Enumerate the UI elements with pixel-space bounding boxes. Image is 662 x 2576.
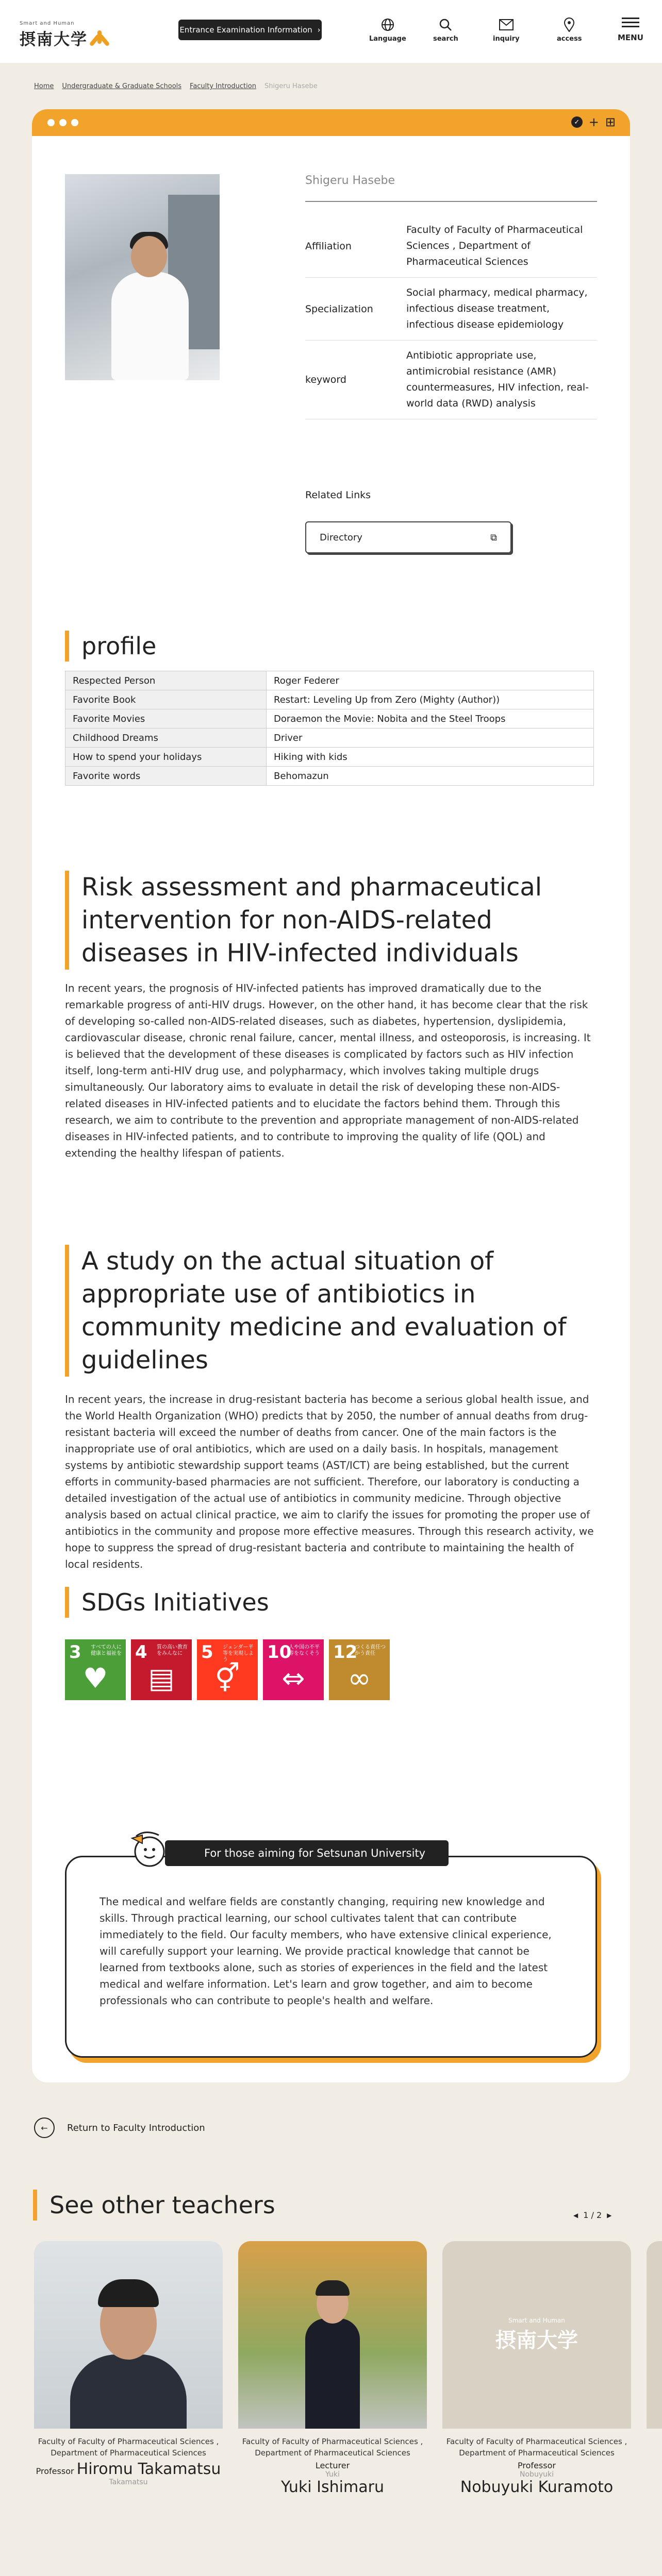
info-row-affiliation: Affiliation Faculty of Faculty of Pharmaceutical Sciences , Department of Pharmaceutical Sciences bbox=[305, 215, 597, 278]
sdg-goal-10: 10 人や国の不平等をなくそう ⇔ bbox=[263, 1639, 324, 1700]
heart-pulse-icon: ♥ bbox=[82, 1662, 108, 1694]
nav-inquiry[interactable]: inquiry bbox=[493, 18, 520, 43]
other-teachers-heading: See other teachers bbox=[33, 2190, 275, 2221]
site-logo[interactable] bbox=[20, 21, 108, 49]
research-2-body: In recent years, the increase in drug-resistant bacteria has become a serious global health issue, and the World Health Organization (WHO) predicts that by 2050, the number of annual deaths from drug-resistant bacteria will exceed the number of deaths from cancer. One of the main factors is the inappropriate use of oral antibiotics, which are used on a daily basis. In hospitals, management systems by antibiotic stewardship support teams (AST/ICT) are being established, but the current efforts in community-based pharmacies are not sufficient. Therefore, our laboratory is conducting a detailed investigation of the actual use of antibiotics in community medicine. Through objective analysis based on actual clinical practice, we aim to clarify the issues for promoting the proper use of antibiotics in the community and propose more effective measures. Through this research activity, we hope to suppress the spread of drug-resistant bacteria and contribute to maintaining the health of local residents. bbox=[65, 1393, 594, 1570]
faculty-name: Shigeru Hasebe bbox=[305, 174, 395, 187]
check-icon: ✓ bbox=[571, 116, 583, 128]
teacher-card[interactable]: Smart and Human 摂南大学 Faculty of Faculty of Pharmaceutical Sciences , Department of Pharmaceutical Sciences Professor Nobuyuki Nobuyuki Kuramoto bbox=[442, 2241, 631, 2496]
faculty-info-table bbox=[305, 215, 597, 419]
breadcrumb-schools[interactable]: Undergraduate & Graduate Schools bbox=[62, 82, 182, 90]
arrow-left-icon: ← bbox=[34, 2117, 55, 2138]
gender-icon: ⚥ bbox=[214, 1662, 240, 1694]
sdg-goal-3: 3 すべての人に健康と福祉を ♥ bbox=[65, 1639, 126, 1700]
plus-icon: + bbox=[588, 115, 599, 129]
equality-icon: ⇔ bbox=[282, 1662, 305, 1694]
logo-wordmark: 摂南大学 bbox=[20, 30, 88, 49]
sdg-goal-4: 4 質の高い教育をみんなに ▤ bbox=[131, 1639, 192, 1700]
book-icon: ▤ bbox=[148, 1662, 175, 1694]
site-header bbox=[0, 0, 662, 63]
mail-icon bbox=[499, 18, 514, 32]
return-link[interactable]: ← Return to Faculty Introduction bbox=[34, 2117, 205, 2138]
teacher-card[interactable]: Faculty of Faculty of Pharmaceutical Sciences , Department of Pharmaceutical Sciences Professor Hiromu Takamatsu Takamatsu bbox=[34, 2241, 223, 2486]
table-row: Favorite words Behomazun bbox=[65, 767, 594, 786]
nav-search[interactable]: search bbox=[433, 18, 458, 43]
card-titlebar bbox=[32, 109, 630, 136]
breadcrumb bbox=[34, 82, 318, 90]
sdg-goal-5: 5 ジェンダー平等を実現しよう ⚥ bbox=[197, 1639, 258, 1700]
window-dots bbox=[47, 119, 78, 126]
breadcrumb-current: Shigeru Hasebe bbox=[264, 82, 318, 90]
table-row: Favorite Book Restart: Leveling Up from Zero (Mighty (Author)) bbox=[65, 690, 594, 709]
research-2-title: A study on the actual situation of appropriate use of antibiotics in community medicine and evaluation of guidelines bbox=[65, 1245, 596, 1377]
teacher-photo bbox=[238, 2241, 427, 2429]
aim-message-box bbox=[65, 1856, 597, 2058]
prev-arrow-icon[interactable]: ◀ bbox=[573, 2211, 578, 2219]
related-links-heading: Related Links bbox=[305, 489, 371, 501]
nav-language[interactable]: Language bbox=[369, 18, 406, 43]
breadcrumb-home[interactable]: Home bbox=[34, 82, 54, 90]
teacher-card[interactable]: Faculty of Faculty of Pharmaceutical Sciences , Department of Pharmaceutical Sciences Lecturer Yuki Yuki Ishimaru bbox=[238, 2241, 427, 2496]
external-link-icon: ⧉ bbox=[490, 532, 497, 543]
directory-button[interactable]: Directory ⧉ bbox=[305, 521, 511, 553]
faculty-card bbox=[32, 109, 630, 2082]
table-row: How to spend your holidays Hiking with kids bbox=[65, 748, 594, 767]
nav-access[interactable]: access bbox=[557, 18, 582, 43]
carousel-pager: ◀ 1 / 2 ▶ bbox=[573, 2210, 612, 2220]
logo-mark-icon bbox=[91, 30, 108, 46]
sdgs-heading: SDGs Initiatives bbox=[65, 1587, 269, 1618]
aim-message: The medical and welfare fields are constantly changing, requiring new knowledge and skills. Through practical learning, our school cultivates talent that can contribute immediately to the field. Our faculty members, who have extensive clinical experience, will carefully support your learning. We provide practical knowledge that cannot be learned from textbooks alone, such as stories of experiences in the field and the latest medical and welfare information. Let's learn and grow together, and aim to become professionals who can contribute to people's health and welfare. bbox=[100, 1895, 552, 2007]
logo-tagline: Smart and Human bbox=[20, 21, 75, 26]
megaphone-person-icon bbox=[125, 1828, 171, 1874]
globe-icon bbox=[380, 18, 395, 32]
profile-table bbox=[65, 671, 594, 786]
breadcrumb-faculty[interactable]: Faculty Introduction bbox=[190, 82, 256, 90]
info-row-keyword: keyword Antibiotic appropriate use, antimicrobial resistance (AMR) countermeasures, HIV infection, real-world data (RWD) analysis bbox=[305, 341, 597, 419]
table-row: Childhood Dreams Driver bbox=[65, 728, 594, 748]
faculty-photo bbox=[65, 174, 220, 380]
aim-label: For those aiming for Setsunan University bbox=[165, 1840, 449, 1866]
info-row-specialization: Specialization Social pharmacy, medical pharmacy, infectious disease treatment, infectious disease epidemiology bbox=[305, 278, 597, 341]
entrance-exam-button[interactable]: Entrance Examination Information › bbox=[178, 20, 322, 40]
search-icon bbox=[438, 18, 453, 32]
map-pin-icon bbox=[562, 18, 576, 32]
menu-button[interactable]: MENU bbox=[618, 18, 643, 42]
research-1-body: In recent years, the prognosis of HIV-infected patients has improved dramatically due to the remarkable progress of anti-HIV drugs. However, on the other hand, it has become clear that the risk of developing so-called non-AIDS-related diseases, such as diabetes, hypertension, dyslipidemia, cardiovascular disease, chronic renal failure, cancer, mental illness, and osteoporosis, is increasing. It is believed that the development of these diseases is complicated by factors such as HIV infection itself, long-term anti-HIV drug use, and polypharmacy, which involves taking multiple drugs simultaneously. Our laboratory aims to evaluate in detail the risk of developing these non-AIDS-related diseases in HIV-infected patients and to elucidate the factors behind them. Through this research, we aim to contribute to the prevention and appropriate management of non-AIDS-related diseases in HIV-infected patients, and to contribute to improving the quality of life (QOL) and extending the healthy lifespan of patients. bbox=[65, 982, 591, 1159]
sdg-goal-12: 12 つくる責任つかう責任 ∞ bbox=[329, 1639, 390, 1700]
table-row: Respected Person Roger Federer bbox=[65, 671, 594, 690]
profile-heading: profile bbox=[65, 631, 156, 662]
grid-icon: ⊞ bbox=[605, 115, 616, 129]
next-arrow-icon[interactable]: ▶ bbox=[607, 2211, 612, 2219]
sdgs-goals bbox=[65, 1639, 390, 1700]
research-1-title: Risk assessment and pharmaceutical intervention for non-AIDS-related diseases in HIV-infected individuals bbox=[65, 871, 596, 970]
chevron-right-icon: › bbox=[317, 25, 321, 35]
teacher-photo bbox=[34, 2241, 223, 2429]
next-teacher-peek bbox=[647, 2241, 662, 2429]
teacher-photo-placeholder: Smart and Human 摂南大学 bbox=[442, 2241, 631, 2429]
table-row: Favorite Movies Doraemon the Movie: Nobita and the Steel Troops bbox=[65, 709, 594, 728]
infinity-icon: ∞ bbox=[347, 1662, 371, 1694]
hamburger-icon bbox=[622, 18, 639, 30]
